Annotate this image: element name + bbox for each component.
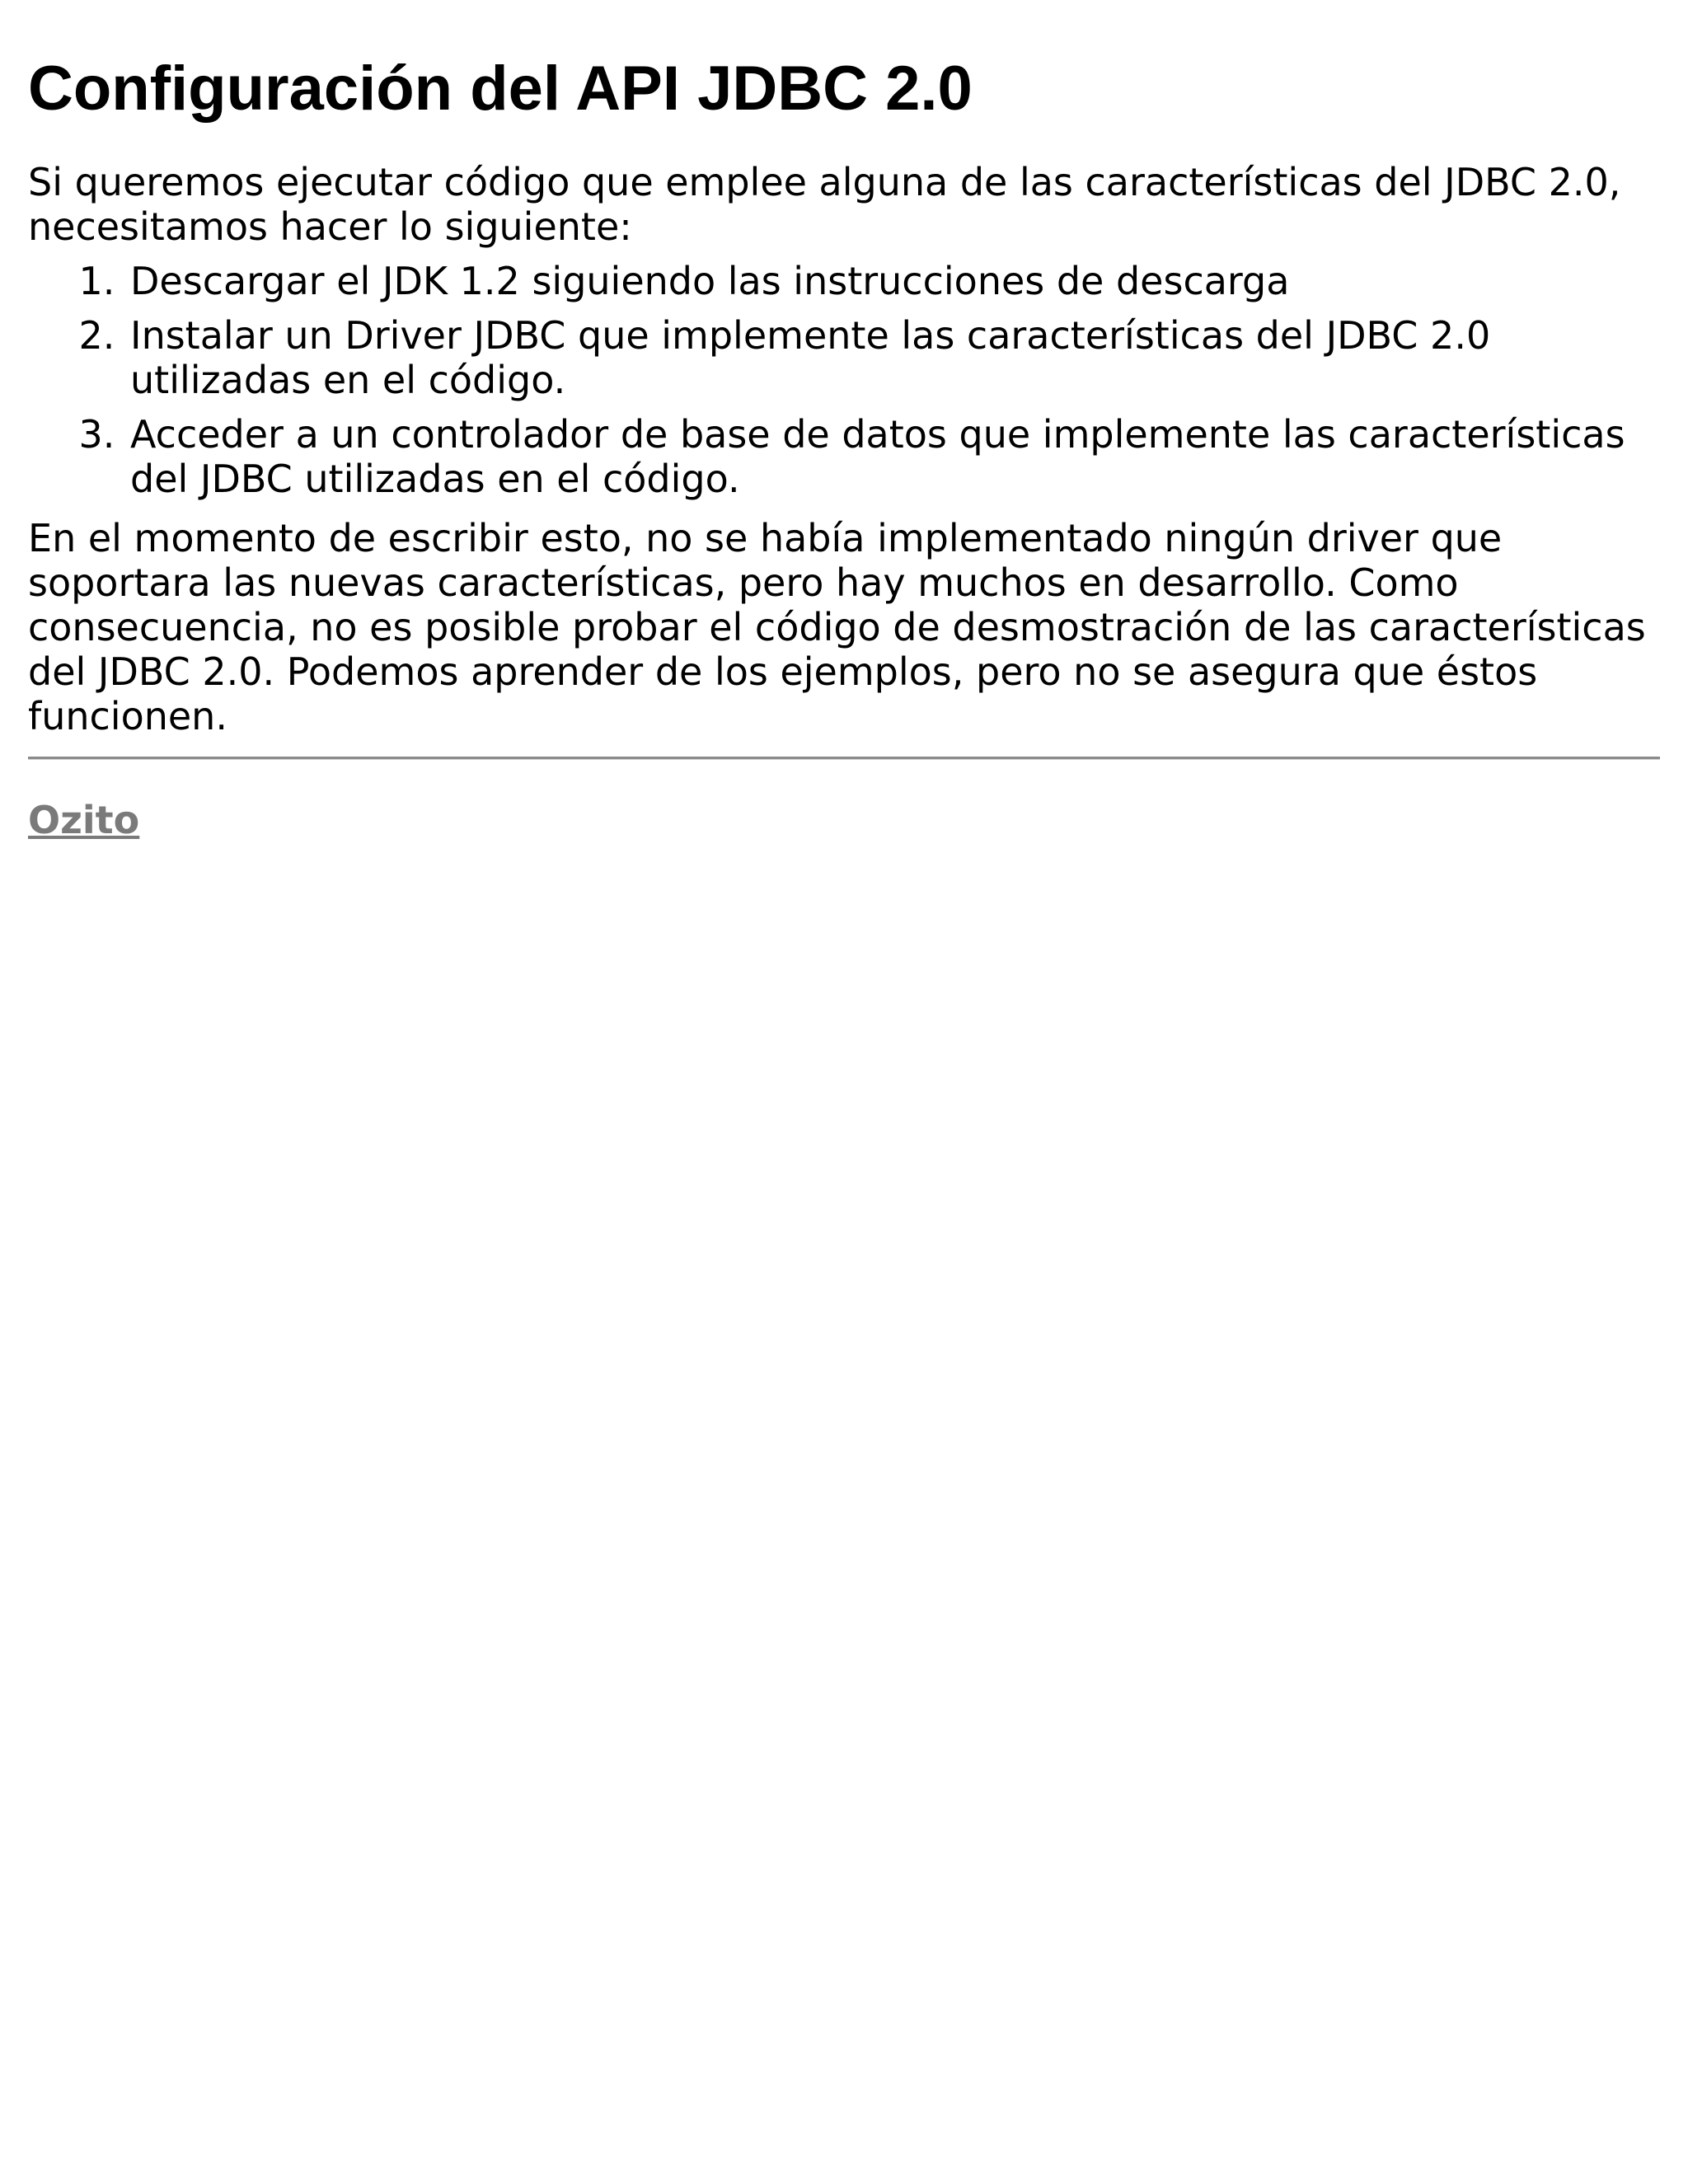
ozito-link[interactable]: Ozito (28, 798, 140, 842)
page-content (0, 0, 1688, 842)
list-item: 3. Acceder a un controlador de base de datos que implemente las características del JDBC utilizadas en el código. (127, 412, 1660, 501)
page-title: Configuración del API JDBC 2.0 (28, 54, 973, 124)
steps-list (28, 259, 1660, 501)
intro-paragraph: Si queremos ejecutar código que emplee alguna de las características del JDBC 2.0, necesitamos hacer lo siguiente: (28, 160, 1621, 249)
horizontal-rule (28, 757, 1660, 760)
list-item: 2. Instalar un Driver JDBC que implemente las características del JDBC 2.0 utilizadas en el código. (127, 313, 1660, 402)
list-item: 1. Descargar el JDK 1.2 siguiendo las instrucciones de descarga (127, 259, 1660, 303)
note-paragraph: En el momento de escribir esto, no se había implementado ningún driver que soportara las nuevas características, pero hay muchos en desarrollo. Como consecuencia, no es posible probar el código de desmostración de las características del JDBC 2.0. Podemos aprender de los ejemplos, pero no se asegura que éstos funcionen. (28, 516, 1646, 738)
